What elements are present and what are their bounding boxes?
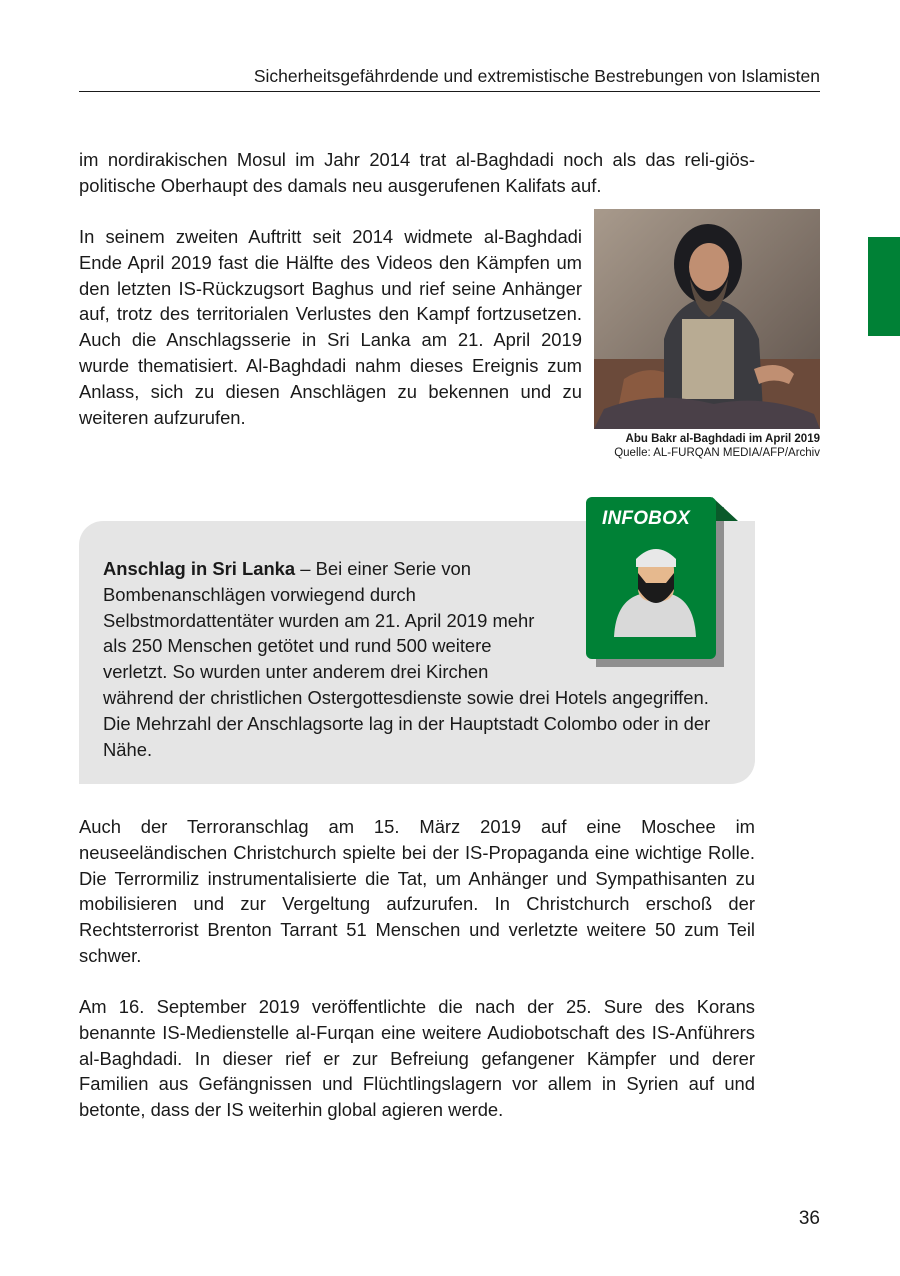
running-header: Sicherheitsgefährdende und extremistische Bestrebungen von Islamisten [79,64,820,92]
paragraph-3: Auch der Terroranschlag am 15. März 2019 auf eine Moschee im neuseeländischen Christchurch spielte bei der IS-Propaganda eine wichtige Rolle. Die Terrormiliz instrumentalisierte die Tat, um Anhänger und Sympathisanten zu mobilisieren und zur Vergeltung aufzurufen. In Christchurch erschoß der Rechtsterrorist Brenton Tarrant 51 Menschen und verletzte weitere 50 zum Teil schwer. [79,816,755,966]
page-number: 36 [798,1208,820,1229]
infobox-label: INFOBOX [602,508,690,529]
infobox-text [103,556,728,762]
badge-spacer [550,556,728,676]
infobox-heading: Anschlag in Sri Lanka [103,558,296,579]
photo-caption [560,432,820,460]
caption-title: Abu Bakr al-Baghdadi im April 2019 [625,433,820,445]
portrait-photo [594,209,820,429]
paragraph-2: In seinem zweiten Auftritt seit 2014 widmete al-Baghdadi Ende April 2019 fast die Hälfte des Videos den Kämpfen um den letzten IS-Rückzugsort Baghus und rief seine Anhänger auf, trotz des territorialen Verlustes den Kampf fortzusetzen. Auch die Anschlagsserie in Sri Lanka am 21. April 2019 wurde thematisiert. Al-Baghdadi nahm dieses Ereignis zum Anlass, sich zu diesen Anschlägen zu bekennen und zu weiteren aufzurufen. [79,226,582,428]
paragraph-4: Am 16. September 2019 veröffentlichte die nach der 25. Sure des Korans benannte IS-Medienstelle al-Furqan eine weitere Audiobotschaft des IS-Anführers al-Baghdadi. In dieser rief er zur Befreiung gefangener Kämpfer und derer Familien aus Gefängnissen und Flüchtlingslagern vor allem in Syrien auf und betonte, dass der IS weiterhin global agieren werde. [79,996,755,1121]
paragraph-1: im nordirakischen Mosul im Jahr 2014 trat al-Baghdadi noch als das reli-giös-politische Oberhaupt des damals neu ausgerufenen Kalifats auf. [79,149,755,196]
infobox-body: – Bei einer Serie von Bombenanschlägen vorwiegend durch Selbstmordattentäter wurden am 21. April 2019 mehr als 250 Menschen getötet und rund 500 weitere verletzt. So wurden unter anderem drei Kirchen während der christlichen Ostergottesdienste sowie drei Hotels angegriffen. Die Mehrzahl der Anschlagsorte lag in der Hauptstadt Colombo oder in der Nähe. [103,558,711,760]
caption-source: Quelle: AL-FURQAN MEDIA/AFP/Archiv [614,447,820,459]
chapter-tab-marker [868,237,900,336]
